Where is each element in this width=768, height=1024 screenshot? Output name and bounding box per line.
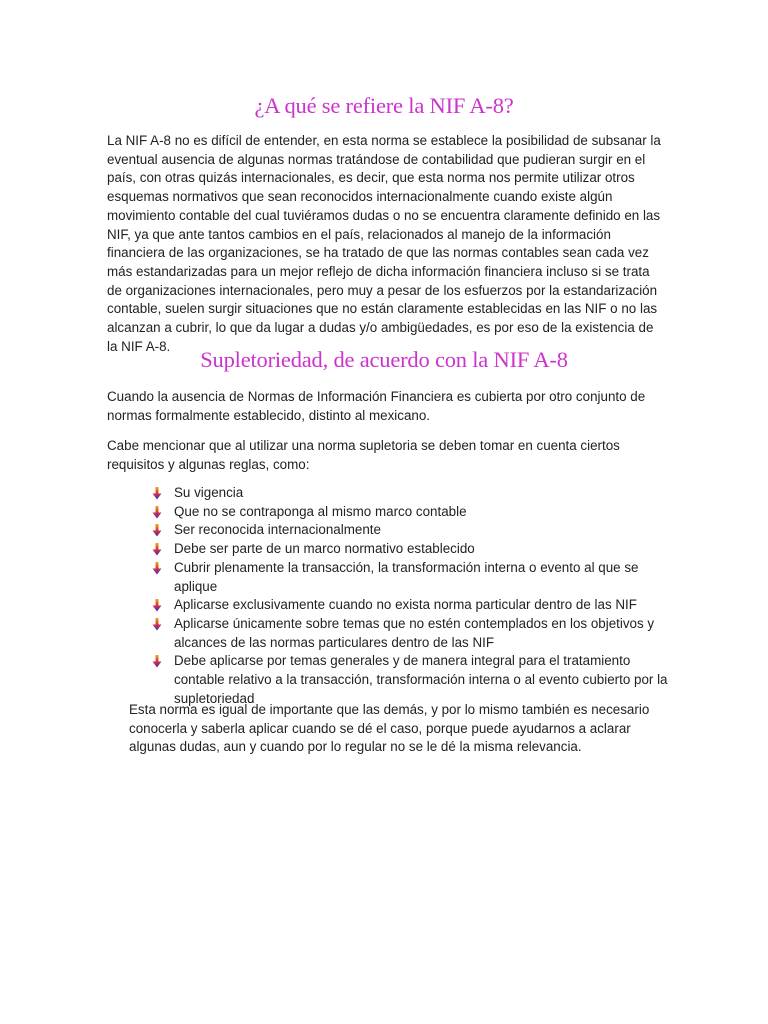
down-arrow-bullet-icon (152, 562, 162, 575)
down-arrow-bullet-icon (152, 543, 162, 556)
list-item: Su vigencia (152, 484, 672, 503)
down-arrow-bullet-icon (152, 524, 162, 537)
list-item: Debe ser parte de un marco normativo establecido (152, 540, 672, 559)
intro-paragraph: La NIF A-8 no es difícil de entender, en esta norma se establece la posibilidad de subsanar la eventual ausencia de algunas normas tratándose de contabilidad que pudieran surgir en el país, con otras quizás internacionales, es decir, que esta norma nos permite utilizar otros esquemas normativos que sean reconocidos internacionalmente cuando existe algún movimiento contable del cual tuviéramos dudas o no se encuentra claramente definido en las NIF, ya que ante tantos cambios en el país, relacionados al manejo de la información financiera de las organizaciones, se ha tratado de que las normas contables sean cada vez más estandarizadas para un mejor reflejo de dicha información financiera incluso si se trata de organizaciones internacionales, pero muy a pesar de los esfuerzos por la estandarización contable, suelen surgir situaciones que no están claramente establecidas en las NIF o no las alcanzan a cubrir, lo que da lugar a dudas y/o ambigüedades, es por eso de la existencia de la NIF A-8. (107, 133, 661, 354)
down-arrow-bullet-icon (152, 618, 162, 631)
list-item: Ser reconocida internacionalmente (152, 521, 672, 540)
down-arrow-bullet-icon (152, 599, 162, 612)
list-item: Que no se contraponga al mismo marco contable (152, 503, 672, 522)
down-arrow-bullet-icon (152, 655, 162, 668)
definition-paragraph: Cuando la ausencia de Normas de Información Financiera es cubierta por otro conjunto de normas formalmente establecido, distinto al mexicano. (107, 389, 646, 423)
closing-paragraph: Esta norma es igual de importante que las demás, y por lo mismo también es necesario conocerla y saberla aplicar cuando se dé el caso, porque puede ayudarnos a aclarar algunas dudas, aun y cuando por lo regular no se le dé la misma relevancia. (129, 702, 650, 755)
list-item: Aplicarse exclusivamente cuando no exista norma particular dentro de las NIF (152, 596, 672, 615)
requirements-list (152, 484, 672, 708)
heading-nif-a8: ¿A qué se refiere la NIF A-8? (254, 93, 514, 118)
heading-supletoriedad: Supletoriedad, de acuerdo con la NIF A-8 (200, 347, 568, 372)
list-item: Cubrir plenamente la transacción, la transformación interna o evento al que se aplique (152, 559, 672, 596)
down-arrow-bullet-icon (152, 506, 162, 519)
list-item: Debe aplicarse por temas generales y de manera integral para el tratamiento contable relativo a la transacción, transformación interna o al evento cubierto por la supletoriedad (152, 652, 672, 708)
requirements-intro-paragraph: Cabe mencionar que al utilizar una norma supletoria se deben tomar en cuenta ciertos requisitos y algunas reglas, como: (107, 438, 620, 472)
list-item: Aplicarse únicamente sobre temas que no estén contemplados en los objetivos y alcances de las normas particulares dentro de las NIF (152, 615, 672, 652)
down-arrow-bullet-icon (152, 487, 162, 500)
